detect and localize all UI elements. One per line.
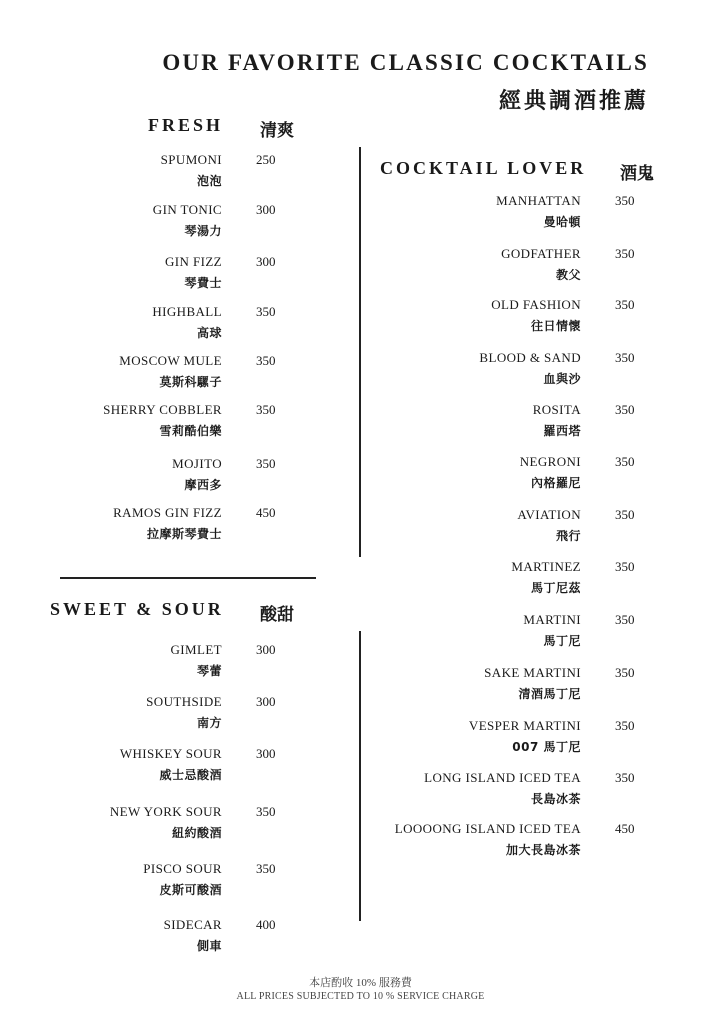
drink-name: LONG ISLAND ICED TEA: [424, 770, 581, 785]
drink-name: OLD FASHION: [491, 297, 581, 312]
drink-name-chinese: 飛行: [555, 529, 581, 543]
section-title-fresh-chinese: 清爽: [260, 121, 294, 141]
page-title: OUR FAVORITE CLASSIC COCKTAILS: [162, 50, 649, 75]
section-title-cocktail-lover-chinese: 酒鬼: [620, 164, 654, 184]
drink-name-chinese: 威士忌酸酒: [159, 768, 222, 782]
drink-name: MOJITO: [172, 456, 222, 471]
drink-name-chinese: 琴費士: [184, 276, 222, 290]
drink-name: PISCO SOUR: [143, 861, 222, 876]
drink-name: SHERRY COBBLER: [103, 402, 222, 417]
drink-price: 350: [256, 456, 276, 471]
drink-price: 350: [615, 770, 635, 785]
drink-name: GIN TONIC: [152, 202, 222, 217]
drink-name-chinese: 琴湯力: [184, 224, 222, 238]
drink-name: ROSITA: [532, 402, 581, 417]
drink-name: LOOOONG ISLAND ICED TEA: [394, 821, 581, 836]
service-charge-note: ALL PRICES SUBJECTED TO 10 % SERVICE CHARGE: [236, 991, 485, 1002]
drink-name-chinese: 摩西多: [184, 478, 222, 492]
drink-name-chinese: 南方: [196, 716, 222, 730]
drink-name: NEW YORK SOUR: [109, 804, 222, 819]
drink-name: AVIATION: [517, 507, 581, 522]
drink-name-chinese: 皮斯可酸酒: [159, 883, 222, 897]
drink-price: 350: [256, 353, 276, 368]
drink-name-chinese: 血與沙: [543, 372, 581, 386]
drink-name-chinese: 長島冰茶: [530, 792, 581, 806]
drink-name: HIGHBALL: [152, 304, 222, 319]
drink-name: MOSCOW MULE: [119, 353, 222, 368]
drink-name-chinese: 琴蕾: [196, 664, 222, 678]
drink-name: SPUMONI: [160, 152, 222, 167]
drink-name: GODFATHER: [501, 246, 581, 261]
drink-name-chinese: 馬丁尼: [543, 634, 581, 648]
drink-name: RAMOS GIN FIZZ: [113, 505, 222, 520]
drink-name: SOUTHSIDE: [146, 694, 222, 709]
drink-price: 350: [615, 193, 635, 208]
section-title-cocktail-lover: COCKTAIL LOVER: [380, 158, 587, 178]
drink-price: 300: [256, 254, 276, 269]
drink-name-chinese: 馬丁尼茲: [530, 581, 581, 595]
drink-price: 350: [615, 402, 635, 417]
drink-price: 450: [615, 821, 635, 836]
drink-name-chinese: 清酒馬丁尼: [518, 687, 581, 701]
drink-name: VESPER MARTINI: [468, 718, 581, 733]
drink-price: 300: [256, 202, 276, 217]
drink-name: MARTINI: [523, 612, 581, 627]
drink-price: 350: [256, 304, 276, 319]
drink-name-chinese: 莫斯科騾子: [159, 375, 222, 389]
drink-price: 350: [615, 454, 635, 469]
drink-price: 350: [615, 559, 635, 574]
drink-name: SAKE MARTINI: [484, 665, 581, 680]
drink-name-chinese: 曼哈頓: [543, 215, 581, 229]
drink-name-chinese: 側車: [196, 939, 222, 953]
drink-name-chinese: 泡泡: [196, 174, 222, 188]
drink-name-chinese: 往日情懷: [530, 319, 581, 333]
drink-price: 350: [615, 246, 635, 261]
drink-name-chinese: 007 馬丁尼: [512, 740, 581, 754]
drink-price: 300: [256, 642, 276, 657]
drink-price: 400: [256, 917, 276, 932]
drink-price: 350: [256, 402, 276, 417]
section-title-fresh: FRESH: [148, 115, 224, 135]
drink-name-chinese: 高球: [196, 326, 222, 340]
drink-price: 350: [615, 665, 635, 680]
drink-name-chinese: 內格羅尼: [530, 476, 581, 490]
drink-name-chinese: 拉摩斯琴費士: [146, 527, 222, 541]
drink-price: 350: [615, 507, 635, 522]
drink-name: WHISKEY SOUR: [119, 746, 222, 761]
column-divider: [359, 631, 361, 921]
drink-price: 350: [615, 612, 635, 627]
column-divider: [359, 147, 361, 557]
drink-price: 350: [615, 350, 635, 365]
drink-price: 350: [615, 297, 635, 312]
drink-name: MARTINEZ: [511, 559, 581, 574]
drink-price: 250: [256, 152, 276, 167]
drink-price: 350: [615, 718, 635, 733]
drink-name: BLOOD & SAND: [479, 350, 581, 365]
drink-name: SIDECAR: [163, 917, 222, 932]
drink-name: GIN FIZZ: [165, 254, 222, 269]
drink-name-chinese: 加大長島冰茶: [505, 843, 581, 857]
drink-name-chinese: 紐約酸酒: [171, 826, 222, 840]
drink-price: 300: [256, 694, 276, 709]
drink-name: NEGRONI: [519, 454, 581, 469]
drink-price: 350: [256, 804, 276, 819]
drink-price: 450: [256, 505, 276, 520]
service-charge-note-chinese: 本店酌收 10% 服務費: [309, 977, 412, 989]
page-title-chinese: 經典調酒推薦: [498, 88, 649, 114]
drink-name: MANHATTAN: [496, 193, 581, 208]
drink-name-chinese: 教父: [555, 268, 581, 282]
section-title-sweet-sour-chinese: 酸甜: [260, 605, 294, 625]
drink-name-chinese: 羅西塔: [543, 424, 581, 438]
section-title-sweet-sour: SWEET & SOUR: [50, 599, 224, 619]
section-divider: [60, 577, 316, 579]
drink-name: GIMLET: [170, 642, 222, 657]
drink-price: 350: [256, 861, 276, 876]
drink-name-chinese: 雪莉酷伯樂: [159, 424, 222, 438]
drink-price: 300: [256, 746, 276, 761]
